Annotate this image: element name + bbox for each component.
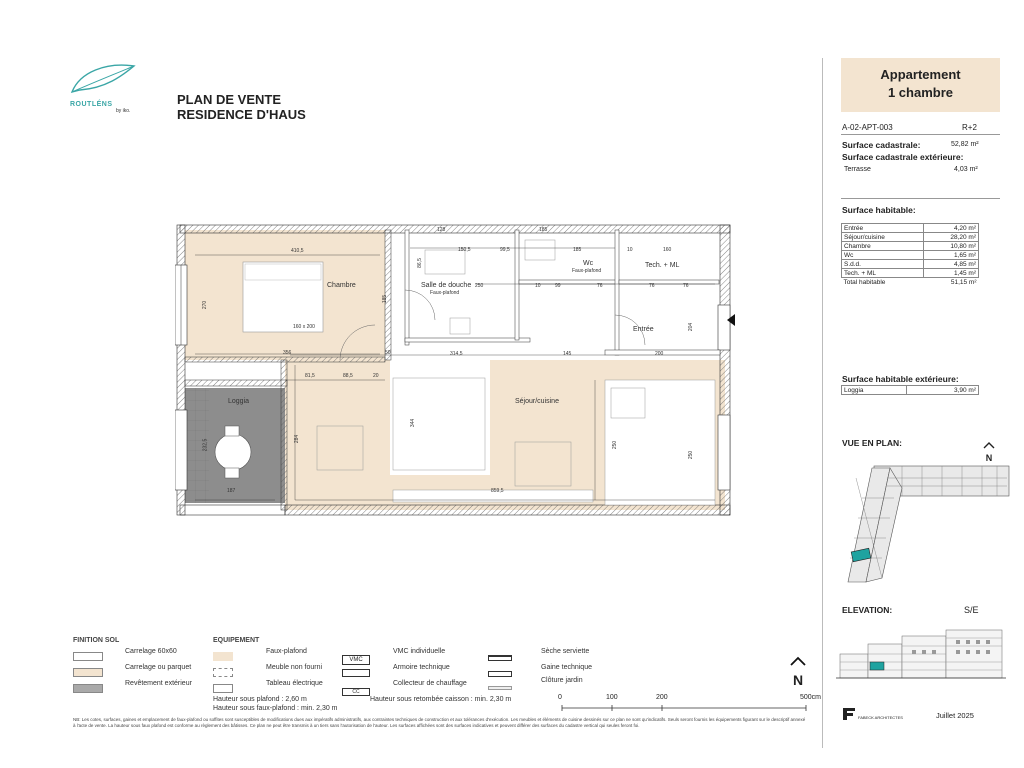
architect-logo [842, 707, 906, 723]
vue-en-plan-label: VUE EN PLAN: [842, 438, 902, 448]
room-loggia: Loggia [228, 398, 250, 405]
dimension-label: 284 [294, 434, 301, 444]
title-line2: RESIDENCE D'HAUS [177, 107, 306, 122]
equipement-legend-2 [342, 648, 482, 693]
table-row: Chambre 10,80 m² [842, 242, 979, 251]
surface-cad-label: Surface cadastrale: [842, 140, 921, 150]
brand-name: ROUTLÉNS [70, 101, 113, 108]
apartment-type-line2: 1 chambre [887, 85, 954, 100]
logo [66, 62, 140, 122]
swatch-exterieur [73, 684, 103, 693]
dimension-label: 150,5 [458, 247, 471, 253]
dimension-label: 314,5 [450, 351, 463, 357]
list-item: Faux-plafond [213, 648, 333, 661]
terrasse-value: 4,03 m² [954, 166, 978, 173]
title-line1: PLAN DE VENTE [177, 92, 282, 107]
dimension-label: 250 [475, 283, 484, 289]
dimension-label: 145 [563, 351, 572, 357]
dimension-label: 187 [227, 488, 236, 494]
bed-label: 160 x 200 [293, 324, 315, 330]
hauteur-caisson: Hauteur sous retombée caisson : min. 2,30 m [370, 696, 512, 703]
equipement-title: EQUIPEMENT [213, 637, 260, 644]
dimension-label: 99,5 [500, 247, 510, 253]
plan-date: Juillet 2025 [936, 711, 974, 720]
apartment-type-box [841, 58, 1000, 112]
dimension-label: 86,5 [416, 258, 423, 268]
room-entree: Entrée [633, 326, 654, 333]
list-item: Revêtement extérieur [73, 680, 203, 693]
divider-line [841, 198, 1000, 199]
dimension-label: 250 [612, 440, 619, 450]
table-row: Séjour/cuisine 28,20 m² [842, 233, 979, 242]
list-item: Tableau électrique [213, 680, 333, 693]
hauteur-plafond: Hauteur sous plafond : 2,60 m [213, 696, 307, 703]
room-faux-plafond-2: Faux-plafond [572, 268, 602, 274]
swatch-parquet [73, 668, 103, 677]
dimension-label: 185 [573, 247, 582, 253]
scale-tick-label: 100 [606, 694, 618, 701]
north-arrow-icon: N [788, 654, 808, 686]
tableau-electrique-icon [213, 684, 233, 693]
dimension-label: 50 [385, 350, 391, 356]
table-row: Loggia 3,90 m² [842, 386, 979, 395]
dimension-label: 76 [683, 283, 689, 289]
dimension-label: 99 [555, 283, 561, 289]
brand-by: by iko. [116, 108, 131, 114]
scale-tick-label: 200 [656, 694, 668, 701]
habitable-label: Surface habitable: [842, 205, 916, 215]
panel-divider [822, 58, 823, 748]
list-item: Meuble non fourni [213, 664, 333, 677]
dimension-label: 185 [382, 294, 389, 304]
list-item: CC Collecteur de chauffage [342, 680, 482, 693]
divider-line [841, 134, 1000, 135]
dimension-label: 10 [627, 247, 633, 253]
dimension-label: 88,5 [343, 373, 353, 379]
elevation-value: S/E [964, 605, 979, 615]
dimension-label: 200 [655, 351, 664, 357]
room-salle-douche: Salle de douche [421, 282, 472, 289]
equipement-legend-3 [488, 648, 608, 690]
list-item: Gaine technique [488, 664, 608, 677]
site-plan-image [842, 458, 1012, 592]
cloture-icon [488, 686, 512, 690]
dimension-label: 250 [688, 450, 695, 460]
architect-name: FABECK ARCHITECTES [858, 715, 903, 720]
dimension-label: 76 [597, 283, 603, 289]
finition-legend [73, 648, 203, 693]
scale-tick-label: 0 [558, 694, 562, 701]
apartment-floor: R+2 [962, 123, 977, 132]
habitable-ext-label: Surface habitable extérieure: [842, 374, 959, 384]
north-arrow-icon: N [982, 436, 996, 456]
elevation-label: ELEVATION: [842, 605, 893, 615]
swatch-carrelage [73, 652, 103, 661]
room-sejour: Séjour/cuisine [515, 398, 559, 405]
disclaimer-note: NB: Les cotes, surfaces, gaines et emplacement de faux-plafond ou soffites sont susceptibles de modifications dues aux impératifs administratifs, aux contraintes techniques de construction et aux tolérances d'exécution. Les meubles et éléments de cuisine dessinés sur ce plan ne sont qu'indicatifs. Seuls seront fournis les équipements figurant sur le descriptif annexé à l'acte de vente. La hauteur sous faux plafond est conforme au règlement des bâtisses. Ce plan ne peut être transmis à un tiers sans l'autorisation de l'auteur. Les surfaces affichées sont des surfaces indicatives et peuvent différer des surfaces du cadastre vertical qui seules feront foi. [73, 717, 806, 728]
list-item: Carrelage 60x60 [73, 648, 203, 661]
list-item: Carrelage ou parquet [73, 664, 203, 677]
room-chambre: Chambre [327, 282, 356, 289]
dimension-label: 204 [688, 322, 695, 332]
list-item: Armoire technique [342, 664, 482, 677]
architect-f-icon [842, 707, 856, 721]
habitable-ext-table [841, 385, 979, 395]
armoire-icon [342, 669, 370, 677]
table-row: Entrée 4,20 m² [842, 224, 979, 233]
table-row: S.d.d. 4,85 m² [842, 260, 979, 269]
dimension-label: 859,5 [491, 488, 504, 494]
swatch-meuble [213, 668, 233, 677]
surface-cad-value: 52,82 m² [951, 141, 979, 148]
dimension-label: 270 [202, 300, 209, 310]
swatch-faux-plafond [213, 652, 233, 661]
surface-cad-ext-label: Surface cadastrale extérieure: [842, 152, 964, 162]
dimension-label: 232,5 [202, 438, 209, 452]
dimension-label: 20 [373, 373, 379, 379]
list-item: VMC VMC individuelle [342, 648, 482, 661]
collecteur-icon: CC [342, 688, 370, 696]
equipement-legend [213, 648, 333, 693]
room-faux-plafond-1: Faux-plafond [430, 290, 460, 296]
apartment-ref: A-02-APT-003 [842, 123, 893, 132]
habitable-table [841, 223, 979, 287]
floor-plan [175, 220, 735, 520]
scale-bar [556, 694, 826, 714]
dimension-label: 10 [535, 283, 541, 289]
vmc-icon: VMC [342, 655, 370, 665]
list-item: Clôture jardin [488, 677, 608, 690]
dimension-label: 344 [410, 418, 417, 428]
dimension-label: 356 [283, 350, 292, 356]
page-title [177, 92, 306, 122]
seche-serviette-icon [488, 655, 512, 661]
hauteur-faux-plafond: Hauteur sous faux-plafond : min. 2,30 m [213, 705, 338, 712]
dimension-label: 160 [663, 247, 672, 253]
dimension-label: 185 [539, 227, 548, 233]
apartment-type-line1: Appartement [880, 67, 961, 82]
room-tech: Tech. + ML [645, 262, 680, 269]
dimension-label: 81,5 [305, 373, 315, 379]
dimension-label: 76 [649, 283, 655, 289]
table-row: Wc 1,65 m² [842, 251, 979, 260]
dimension-label: 410,5 [291, 248, 304, 254]
dimension-label: 128 [437, 227, 446, 233]
terrasse-label: Terrasse [844, 166, 871, 173]
table-total-row: Total habitable 51,15 m² [843, 278, 977, 286]
logo-leaf-icon [66, 62, 140, 96]
scale-tick-label: 500cm [800, 694, 822, 701]
room-wc: Wc [583, 260, 594, 267]
table-row: Tech. + ML 1,45 m² [842, 269, 979, 278]
finition-title: FINITION SOL [73, 637, 120, 644]
list-item: Sèche serviette [488, 648, 608, 661]
elevation-image [836, 624, 1006, 682]
